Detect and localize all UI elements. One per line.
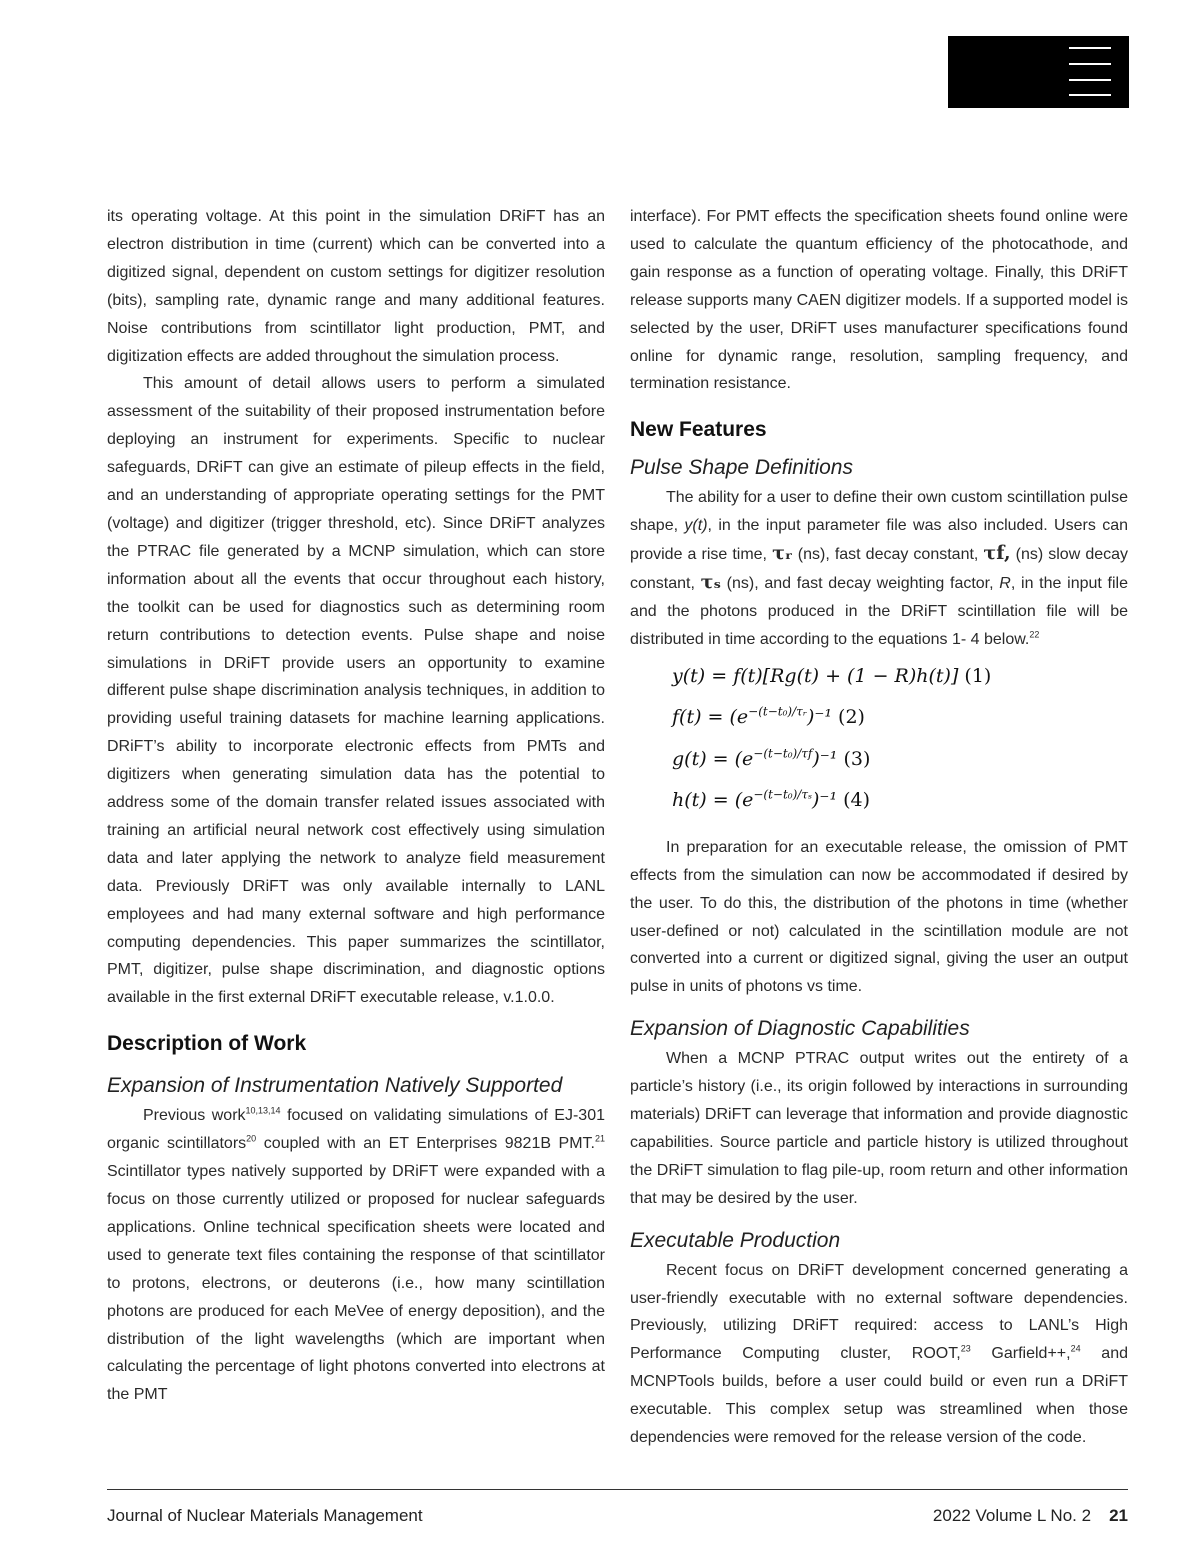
paragraph: Recent focus on DRiFT development concerned generating a user-friendly executable with no external software dependencies. Previously, utilizing DRiFT required: access to LANL’s High Performance Computing cluster, ROOT,$^{23}$ Garfield++,$^{24}$ and MCNPTools builds, before a user could build or even run a DRiFT executable. This complex setup was streamlined when those dependencies were removed for the release version of the code. bbox=[630, 1261, 1128, 1447]
left-column bbox=[107, 203, 605, 1409]
citation: 10,13,14 bbox=[245, 1105, 281, 1116]
tau-f-symbol: τf, bbox=[983, 542, 1011, 565]
menu-line-icon bbox=[1069, 47, 1111, 49]
issue-label: 2022 Volume L No. 2 bbox=[932, 1506, 1092, 1525]
journal-name: Journal of Nuclear Materials Management bbox=[107, 1506, 423, 1525]
paragraph: interface). For PMT effects the specification sheets found online were used to calculate the quantum efficiency of the photocathode, and gain response as a function of operating voltage. Finally, this DRiFT release supports many CAEN digitizer models. If a supported model is selected by the user, DRiFT uses manufacturer specifications found online for dynamic range, resolution, sampling frequency, and termination resistance. bbox=[630, 208, 1128, 393]
equation-2: $f(t) = (e^{-(t-t_0)/\tau ᵣ})^{-1}$ (2) bbox=[672, 704, 865, 729]
menu-block[interactable] bbox=[948, 36, 1129, 108]
tau-s-symbol: τₛ bbox=[700, 571, 721, 594]
subsection-heading: Executable Production bbox=[630, 1228, 841, 1252]
equation-4: $h(t) = (e^{-(t-t_0)/\tau_s})^{-1}$ (4) bbox=[672, 787, 871, 812]
citation: 24 bbox=[1070, 1344, 1081, 1355]
paragraph: When a MCNP PTRAC output writes out the entirety of a particle’s history (i.e., its origin followed by interactions in surrounding materials) DRiFT can leverage that information and provide diagnostic capabilities. Source particle and particle history is utilized throughout the DRiFT simulation to flag pile-up, room return and other information that may be desired by the user. bbox=[630, 1050, 1128, 1207]
page-number: 21 bbox=[1109, 1506, 1128, 1525]
subsection-heading: Pulse Shape Definitions bbox=[630, 456, 853, 480]
menu-line-icon bbox=[1069, 63, 1111, 65]
right-column bbox=[630, 203, 1128, 1452]
paragraph: This amount of detail allows users to perform a simulated assessment of the suitability of their proposed instrumentation before deploying an instrument for experiments. Specific to nuclear safeguards, DRiFT can give an estimate of pileup effects in the field, and an understanding of appropriate operating settings for the PMT (voltage) and digitizer (trigger threshold, etc). Since DRiFT analyzes the PTRAC file generated by a MCNP simulation, which can store information about all the events that occur throughout each history, the toolkit can be used for diagnostics such as determining room return contributions to detection events. Pulse shape and noise simulations in DRiFT provide users an opportunity to examine different pulse shape discrimination analysis techniques, in addition to providing useful training datasets for machine learning applications. DRiFT’s ability to incorporate electronic effects from PMTs and digitizers when generating simulation data has the potential to address some of the domain transfer related issues associated with training an artificial neural network cost effectively using simulation data and later applying the network to analyze field measurement data. Previously DRiFT was only available internally to LANL employees and had many external software and high performance computing dependencies. This paper summarizes the scintillator, PMT, digitizer, pulse shape discrimination, and diagnostic options available in the first external DRiFT executable release, v.1.0.0. bbox=[107, 375, 605, 1007]
equations bbox=[672, 658, 1128, 824]
tau-r-symbol: τᵣ bbox=[772, 542, 793, 565]
menu-line-icon bbox=[1069, 79, 1111, 81]
equation-3: $g(t) = (e^{-(t-t_0)/\tau f})^{-1}$ (3) bbox=[672, 746, 871, 770]
paragraph: The ability for a user to define their own custom scintillation pulse shape, y(t), in the input parameter file was also included. Users can provide a rise time, τᵣ (ns), fast decay constant, τf, (ns) slow decay constant, τₛ (ns), and fast decay weighting factor, R, in the input file and the photons produced in the DRiFT scintillation file will be distributed in time according to the equations 1- 4 below.$^{22}$ bbox=[630, 489, 1129, 648]
section-heading: New Features bbox=[630, 418, 767, 442]
citation: 21 bbox=[595, 1133, 606, 1144]
footer-issue bbox=[933, 1506, 1128, 1526]
paragraph: its operating voltage. At this point in the simulation DRiFT has an electron distribution in time (current) which can be converted into a digitized signal, dependent on custom settings for digitizer resolution (bits), sampling rate, dynamic range and many additional features. Noise contributions from scintillator light production, PMT, and digitization effects are added throughout the simulation process. bbox=[107, 208, 605, 365]
footer-divider bbox=[107, 1489, 1128, 1490]
equation-1: y(t) = f(t)[Rg(t) + (1 − R)h(t)] (1) bbox=[672, 664, 992, 687]
subsection-heading: Expansion of Diagnostic Capabilities bbox=[630, 1017, 970, 1041]
paragraph: Previous work$^{10,13,14}$ focused on validating simulations of EJ-301 organic scintillators$^{20}$ coupled with an ET Enterprises 9821B PMT.$^{21}$ Scintillator types natively supported by DRiFT were expanded with a focus on those currently utilized or proposed for nuclear safeguards applications. Online technical specification sheets were located and used to generate text files containing the response of that scintillator to protons, electrons, or deuterons (i.e., how many scintillation photons are produced for each MeVee of energy deposition), and the distribution of the light wavelengths (which are important when calculating the percentage of light photons converted into electrons at the PMT bbox=[107, 1105, 606, 1404]
citation: 20 bbox=[246, 1133, 257, 1144]
section-heading: Description of Work bbox=[107, 1032, 307, 1056]
citation: 22 bbox=[1029, 629, 1040, 640]
subsection-heading: Expansion of Instrumentation Natively Supported bbox=[107, 1074, 563, 1098]
citation: 23 bbox=[960, 1344, 971, 1355]
menu-line-icon bbox=[1069, 94, 1111, 96]
paragraph: In preparation for an executable release, the omission of PMT effects from the simulation can now be accommodated if desired by the user. To do this, the distribution of the photons in time (whether user-defined or not) calculated in the scintillation module are not converted into a current or digitized signal, giving the user an output pulse in units of photons vs time. bbox=[630, 838, 1128, 996]
